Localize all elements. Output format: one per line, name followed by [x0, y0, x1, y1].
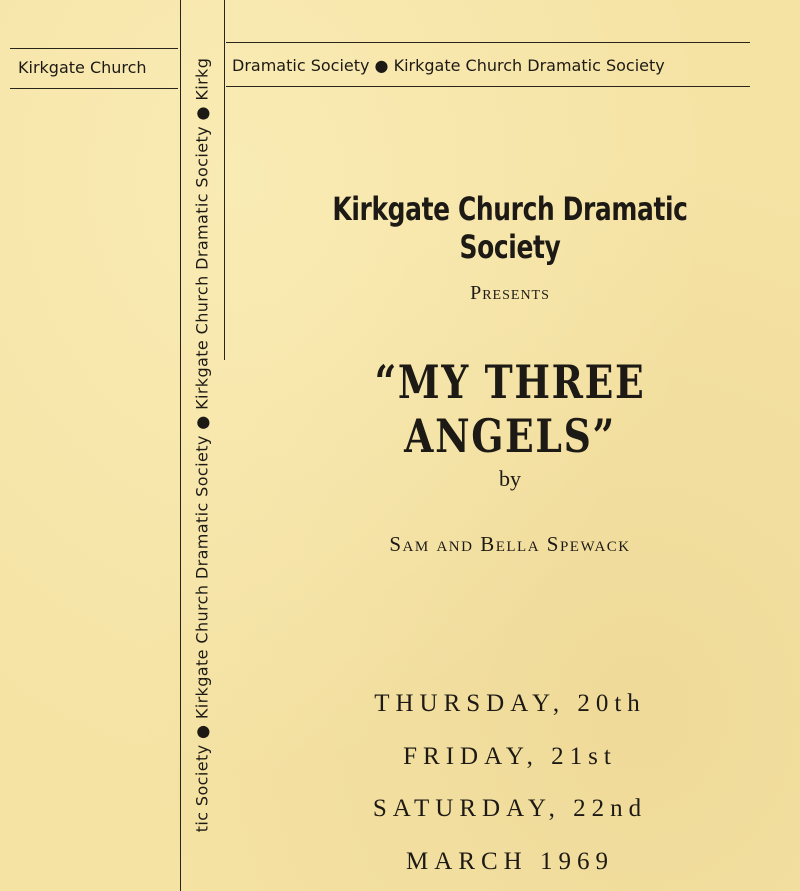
presents-label: Presents — [470, 282, 550, 304]
play-title: “MY THREE ANGELS” — [374, 355, 646, 463]
rule-top-left — [10, 48, 178, 49]
date-line: MARCH 1969 — [406, 848, 614, 875]
band-left-text: Kirkgate Church — [18, 58, 147, 77]
rule-vertical-right — [224, 0, 225, 360]
rule-vertical-left — [180, 0, 181, 891]
by-label: by — [499, 466, 521, 491]
authors: Sam and Bella Spewack — [389, 532, 631, 556]
vertical-band — [184, 0, 220, 891]
rule-bottom-right — [226, 86, 750, 87]
vertical-band-text: tic Society ● Kirkgate Church Dramatic Society ● Kirkgate Church Dramatic Society ● Kirkg — [192, 57, 212, 833]
rule-bottom-left — [10, 88, 178, 89]
date-line: SATURDAY, 22nd — [372, 795, 648, 822]
society-heading: Kirkgate Church Dramatic Society — [332, 190, 688, 266]
date-line: THURSDAY, 20th — [374, 690, 646, 717]
band-right-text: Dramatic Society ● Kirkgate Church Dramatic Society — [232, 56, 665, 75]
date-line: FRIDAY, 21st — [403, 743, 617, 770]
rule-top-right — [226, 42, 750, 43]
